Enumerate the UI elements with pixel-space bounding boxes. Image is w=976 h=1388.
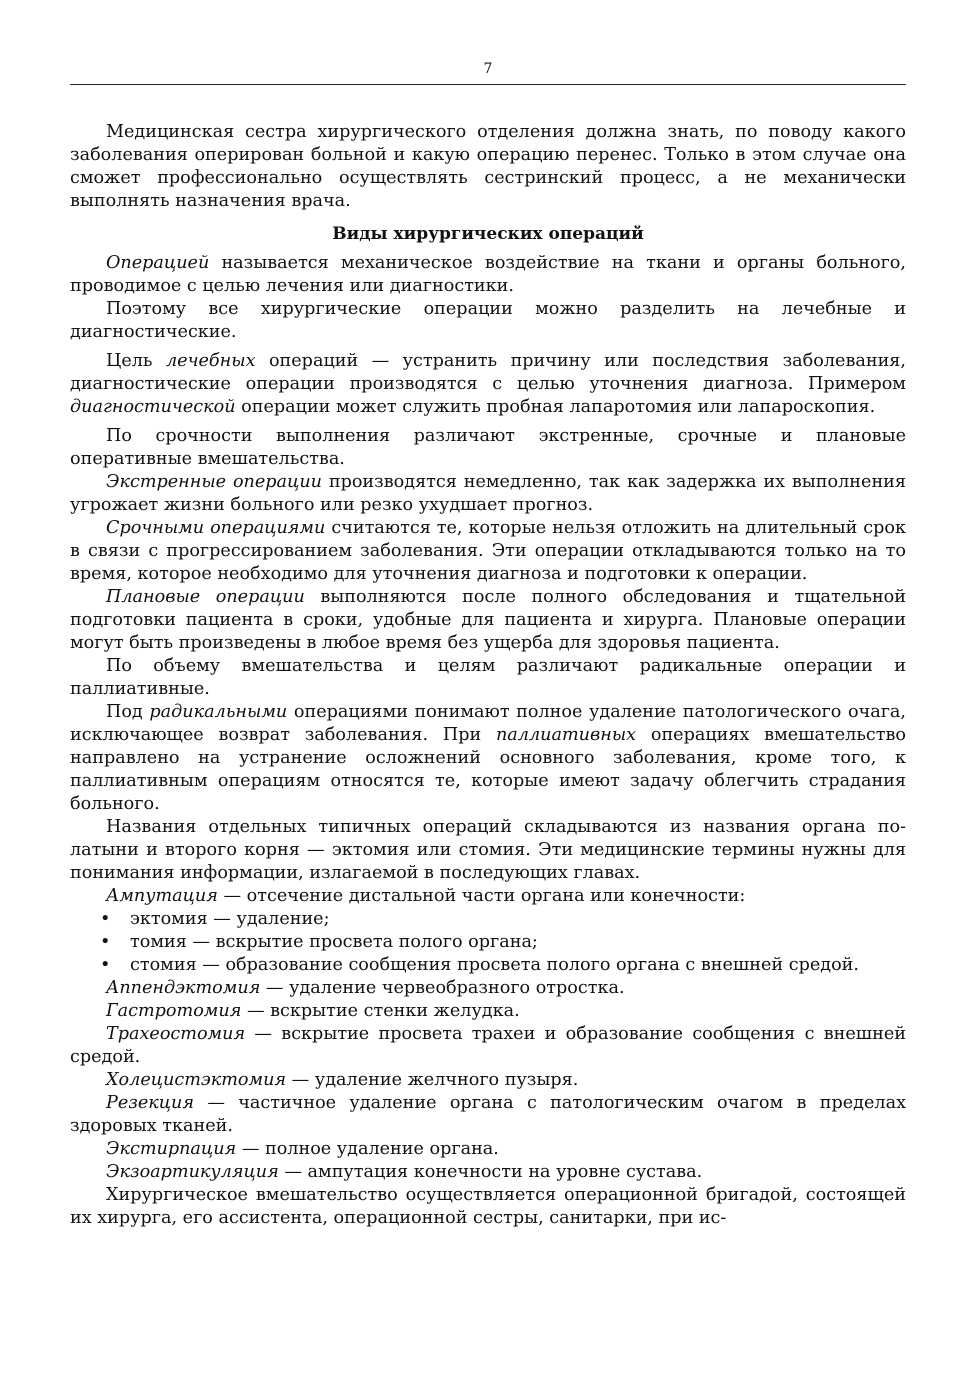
- definition-resection: Резекция — частичное удаление органа с патологическим очагом в пределах здоровых тканей.: [70, 1093, 906, 1136]
- page-number: 7: [483, 61, 493, 77]
- list-item: • стомия — образование сообщения просвета полого органа с внешней средой.: [100, 955, 859, 975]
- definition-extirpation: Экстирпация — полное удаление органа.: [106, 1139, 499, 1159]
- paragraph-scope: По объему вмешательства и целям различают радикальные операции и паллиативные.: [70, 656, 906, 699]
- list-item: • эктомия — удаление;: [100, 909, 330, 929]
- intro-paragraph: Медицинская сестра хирургического отделения должна знать, по поводу какого заболевания оперирован больной и какую операцию перенес. Только в этом случае она сможет профессионально осуществлять сестринский процесс, а не механически выполнять назначения врача.: [70, 122, 906, 211]
- paragraph-urgent: Срочными операциями считаются те, которые нельзя отложить на длительный срок в связи с прогрессированием заболевания. Эти операции откладываются только на то время, которое необходимо для уточнения диагноза и подготовки к операции.: [70, 518, 906, 584]
- term: Резекция: [106, 1093, 195, 1113]
- term: Операцией: [106, 253, 210, 273]
- section-heading: Виды хирургических операций: [332, 224, 644, 244]
- paragraph-surgical-team: Хирургическое вмешательство осуществляется операционной бригадой, состоящей их хирурга, его ассистента, операционной сестры, санитарки, при ис-: [70, 1185, 906, 1228]
- definition-cholecystectomy: Холецистэктомия — удаление желчного пузыря.: [106, 1070, 579, 1090]
- paragraph-operation-definition: Операцией называется механическое воздействие на ткани и органы больного, проводимое с целью лечения или диагностики.: [70, 253, 906, 296]
- paragraph-amputation: Ампутация — отсечение дистальной части органа или конечности:: [106, 886, 746, 906]
- definition-appendectomy: Аппендэктомия — удаление червеобразного отростка.: [106, 978, 625, 998]
- term: Холецистэктомия: [106, 1070, 287, 1090]
- list-item: • томия — вскрытие просвета полого органа;: [100, 932, 538, 952]
- term: Аппендэктомия: [106, 978, 261, 998]
- term: Ампутация: [106, 886, 218, 906]
- definition-tracheostomy: Трахеостомия — вскрытие просвета трахеи и образование сообщения с внешней средой.: [70, 1024, 906, 1067]
- term: Плановые операции: [106, 587, 305, 607]
- paragraph-emergency: Экстренные операции производятся немедленно, так как задержка их выполнения угрожает жизни больного или резко ухудшает прогноз.: [70, 472, 906, 515]
- term: диагностической: [70, 397, 236, 417]
- term: Экстирпация: [106, 1139, 237, 1159]
- paragraph-radical: Под радикальными операциями понимают полное удаление патологического очага, исключающее возврат заболевания. При паллиативных операциях вмешательство направлено на устранение осложнений основного заболевания, кроме того, к паллиативным операциям относятся те, которые имеют задачу облегчить страдания больного.: [70, 702, 906, 814]
- header-rule: [70, 84, 906, 85]
- term: паллиативных: [495, 725, 637, 745]
- term: Срочными операциями: [106, 518, 326, 538]
- bullet-icon: •: [100, 909, 111, 929]
- definition-gastrotomy: Гастротомия — вскрытие стенки желудка.: [106, 1001, 520, 1021]
- term: радикальными: [149, 702, 288, 722]
- bullet-icon: •: [100, 932, 111, 952]
- term: Экзоартикуляция: [106, 1162, 279, 1182]
- term: Трахеостомия: [106, 1024, 246, 1044]
- term: Экстренные операции: [106, 472, 322, 492]
- term: Гастротомия: [106, 1001, 242, 1021]
- paragraph-naming: Названия отдельных типичных операций складываются из названия органа по-латыни и второго корня — эктомия или стомия. Эти медицинские термины нужны для понимания информации, излагаемой в последующих главах.: [70, 817, 906, 883]
- definition-exarticulation: Экзоартикуляция — ампутация конечности на уровне сустава.: [106, 1162, 703, 1182]
- bullet-list: [70, 908, 906, 977]
- body-text: [70, 121, 906, 1230]
- bullet-icon: •: [100, 955, 111, 975]
- paragraph-planned: Плановые операции выполняются после полного обследования и тщательной подготовки пациента в сроки, удобные для пациента и хирурга. Плановые операции могут быть произведены в любое время без ущерба для здоровья пациента.: [70, 587, 906, 653]
- paragraph-goals: Цель лечебных операций — устранить причину или последствия заболевания, диагностические операции производятся с целью уточнения диагноза. Примером диагностической операции может служить пробная лапаротомия или лапароскопия.: [70, 351, 906, 417]
- paragraph-urgency: По срочности выполнения различают экстренные, срочные и плановые оперативные вмешательства.: [70, 426, 906, 469]
- term: лечебных: [165, 351, 256, 371]
- paragraph-classification: Поэтому все хирургические операции можно разделить на лечебные и диагностические.: [70, 299, 906, 342]
